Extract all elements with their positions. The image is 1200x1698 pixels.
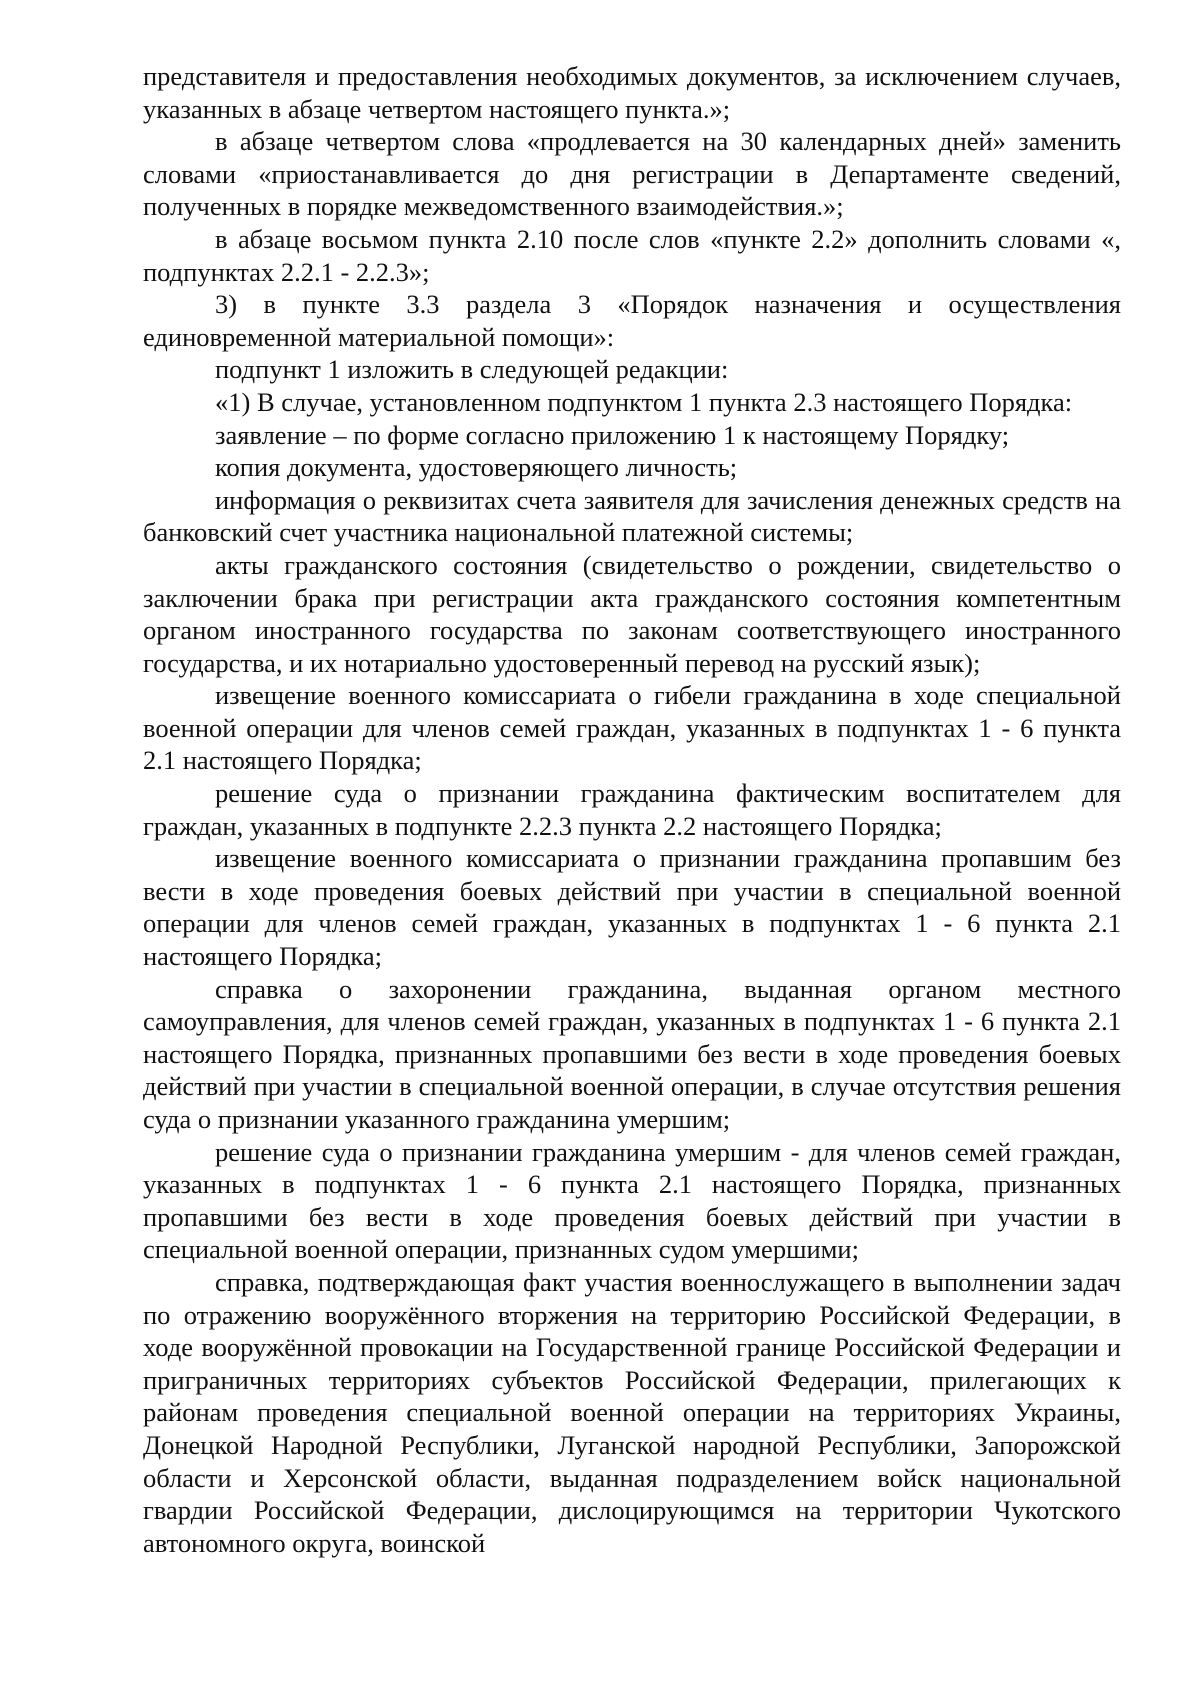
paragraph-court-guardian: решение суда о признании гражданина фактическим воспитателем для граждан, указанных в подпункте 2.2.3 пункта 2.2 настоящего Порядка; <box>143 778 1121 841</box>
paragraph-participation-certificate: справка, подтверждающая факт участия военнослужащего в выполнении задач по отражению вооружённого вторжения на территорию Российской Федерации, в ходе вооружённой провокации на Государственной границе Российской Федерации и приграничных территориях субъектов Российской Федерации, прилегающих к районам проведения специальной военной операции на территориях Украины, Донецкой Народной Республики, Луганской народной Республики, Запорожской области и Херсонской области, выданная подразделением войск национальной гвардии Российской Федерации, дислоцирующимся на территории Чукотского автономного округа, воинской <box>143 1266 1121 1558</box>
paragraph-amend-eighth-abzac: в абзаце восьмом пункта 2.10 после слов «пункте 2.2» дополнить словами «, подпунктах 2.2.1 - 2.2.3»; <box>143 223 1121 287</box>
paragraph-amend-fourth-abzac: в абзаце четвертом слова «продлевается на 30 календарных дней» заменить словами «приостанавливается до дня регистрации в Департаменте сведений, полученных в порядке межведомственного взаимодействия.»; <box>143 126 1121 222</box>
paragraph-application: заявление – по форме согласно приложению 1 к настоящему Порядку; <box>215 419 1010 450</box>
paragraph-death-notice: извещение военного комиссариата о гибели гражданина в ходе специальной военной операции для членов семей граждан, указанных в подпунктах 1 - 6 пункта 2.1 настоящего Порядка; <box>143 680 1121 776</box>
paragraph-continuation: представителя и предоставления необходимых документов, за исключением случаев, указанных в абзаце четвертом настоящего пункта.»; <box>143 61 1121 124</box>
paragraph-subitem-1-intro: подпункт 1 изложить в следующей редакции: <box>215 354 729 385</box>
paragraph-missing-notice: извещение военного комиссариата о признании гражданина пропавшим без вести в ходе проведения боевых действий при участии в специальной военной операции для членов семей граждан, указанных в подпунктах 1 - 6 пункта 2.1 настоящего Порядка; <box>143 843 1121 972</box>
paragraph-civil-acts: акты гражданского состояния (свидетельство о рождении, свидетельство о заключении брака при регистрации акта гражданского состояния компетентным органом иностранного государства по законам соответствующего иностранного государства, и их нотариально удостоверенный перевод на русский язык); <box>143 549 1121 678</box>
paragraph-id-copy: копия документа, удостоверяющего личность; <box>215 452 738 483</box>
paragraph-burial-certificate: справка о захоронении гражданина, выданная органом местного самоуправления, для членов семей граждан, указанных в подпунктах 1 - 6 пункта 2.1 настоящего Порядка, признанных пропавшими без вести в ходе проведения боевых действий при участии в специальной военной операции, в случае отсутствия решения суда о признании указанного гражданина умершим; <box>143 973 1121 1134</box>
paragraph-item-3: 3) в пункте 3.3 раздела 3 «Порядок назначения и осуществления единовременной материальной помощи»: <box>143 289 1121 352</box>
paragraph-court-death: решение суда о признании гражданина умершим - для членов семей граждан, указанных в подпунктах 1 - 6 пункта 2.1 настоящего Порядка, признанных пропавшими без вести в ходе проведения боевых действий при участии в специальной военной операции, признанных судом умершими; <box>143 1136 1121 1265</box>
paragraph-subitem-1: «1) В случае, установленном подпунктом 1 пункта 2.3 настоящего Порядка: <box>215 386 1073 417</box>
paragraph-bank-details: информация о реквизитах счета заявителя для зачисления денежных средств на банковский счет участника национальной платежной системы; <box>143 484 1121 548</box>
document-body <box>143 60 1121 1559</box>
